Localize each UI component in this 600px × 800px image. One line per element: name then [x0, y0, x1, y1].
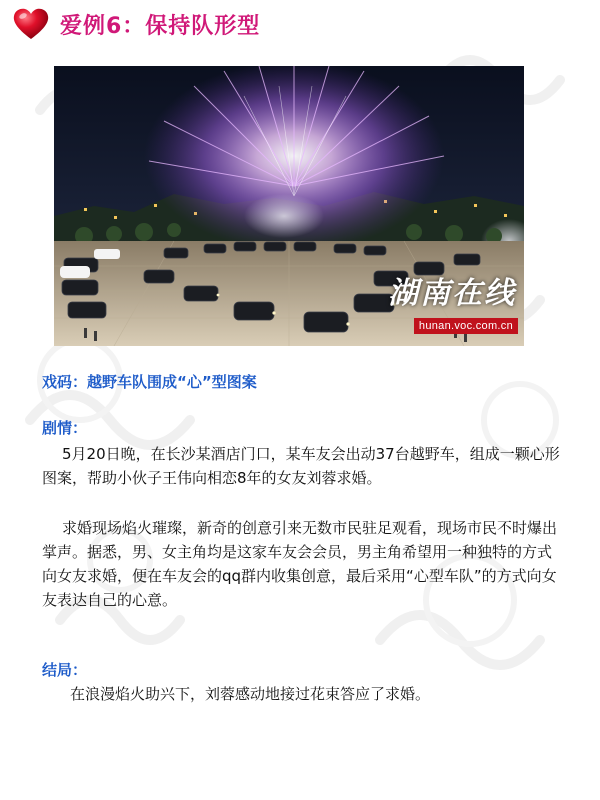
header	[12, 6, 260, 42]
photo-watermark-brand: 湖南在线	[388, 276, 516, 311]
plot-label: 剧情：	[42, 419, 88, 437]
plot-paragraph-2	[42, 516, 562, 612]
fireworks-photo	[54, 66, 524, 346]
ending-label: 结局：	[42, 661, 88, 679]
page-title: 爱例6：保持队形型	[60, 13, 261, 39]
caption-text: 越野车队围成“心”型图案	[87, 373, 257, 391]
caption-line	[42, 370, 562, 394]
photo-watermark-url: hunan.voc.com.cn	[414, 318, 518, 334]
plot-label-block	[42, 416, 562, 440]
caption-label: 戏码：	[42, 373, 88, 391]
ending-paragraph	[42, 682, 562, 706]
ending-label-block	[42, 658, 562, 682]
heart-icon	[12, 7, 50, 41]
plot-paragraph-2-text: 求婚现场焰火璀璨，新奇的创意引来无数市民驻足观看，现场市民不时爆出掌声。据悉，男、女主角均是这家车友会会员，男主角希望用一种独特的方式向女友求婚，便在车友会的qq群内收集创意，最后采用“心型车队”的方式向女友表达自己的心意。	[42, 519, 558, 609]
plot-paragraph-1-text: 5月20日晚，在长沙某酒店门口，某车友会出动37台越野车，组成一颗心形图案，帮助小伙子王伟向相恋8年的女友刘蓉求婚。	[42, 445, 560, 487]
ending-text: 在浪漫焰火助兴下，刘蓉感动地接过花束答应了求婚。	[70, 685, 431, 703]
plot-paragraph-1	[42, 442, 562, 490]
